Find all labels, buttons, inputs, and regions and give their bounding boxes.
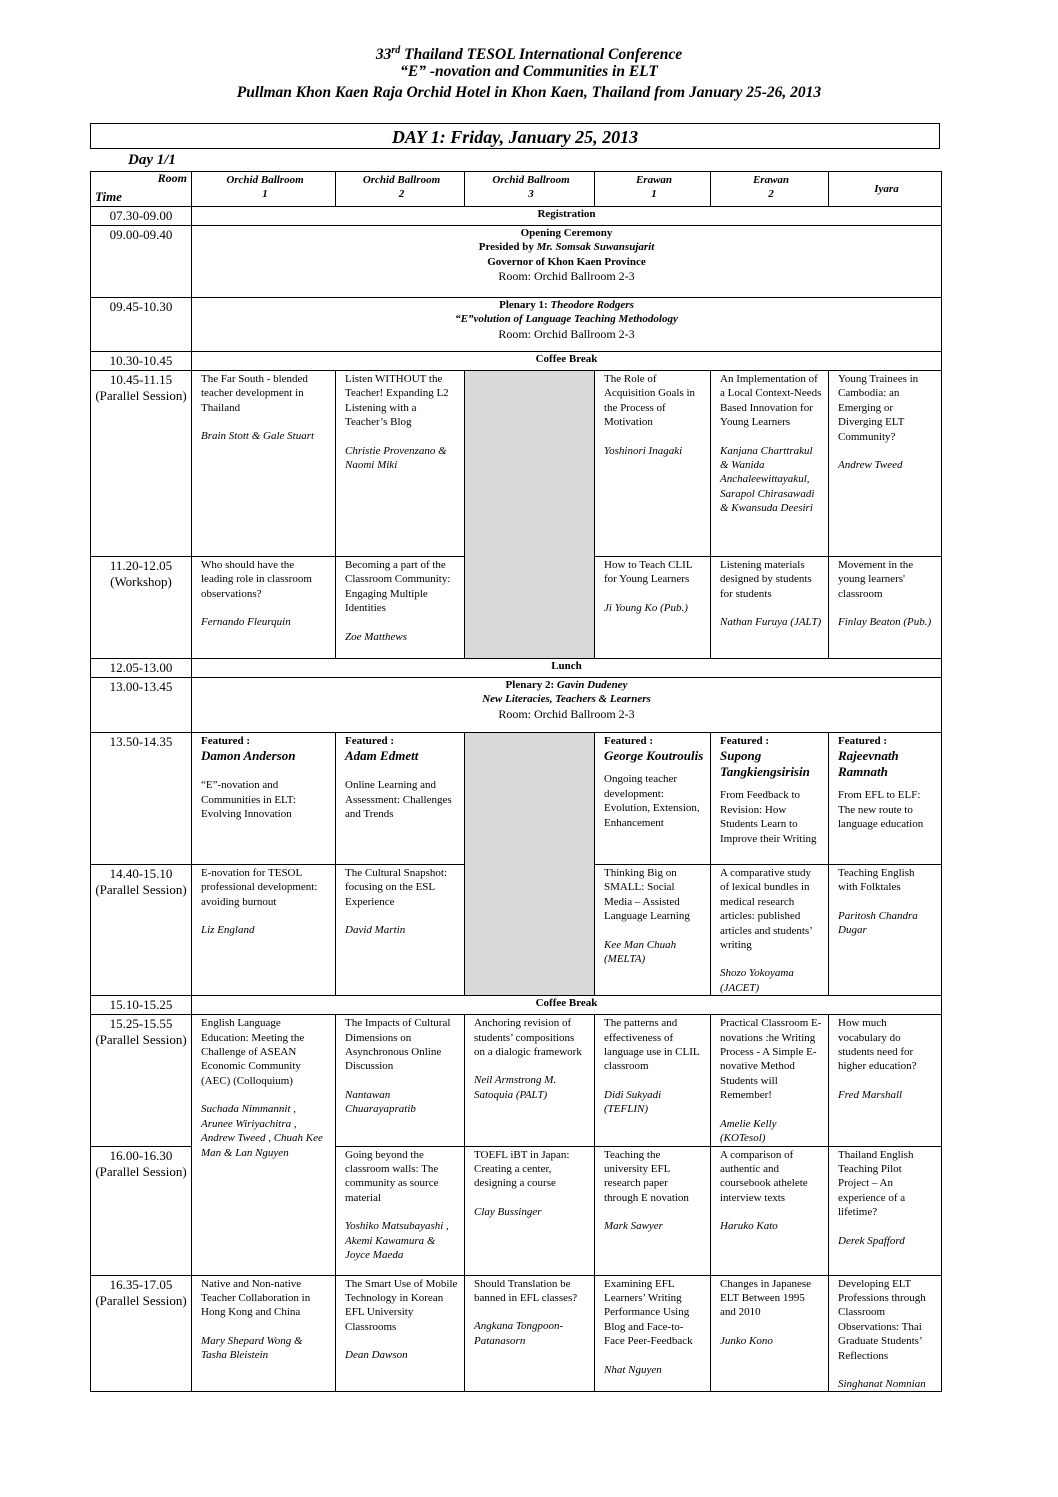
time-cell: 10.45-11.15 (Parallel Session) [91, 371, 192, 557]
time-cell: 09.45-10.30 [91, 298, 192, 352]
registration-cell: Registration [192, 207, 942, 226]
featured-row [91, 733, 942, 865]
session-cell: The Smart Use of Mobile Technology in Korean EFL University Classrooms Dean Dawson [336, 1275, 465, 1392]
time-cell: 13.50-14.35 [91, 733, 192, 865]
session-row [91, 371, 942, 557]
featured-cell: Featured : Damon Anderson “E”-novation and Communities in ELT: Evolving Innovation [192, 733, 336, 865]
session-cell: How much vocabulary do students need for higher education? Fred Marshall [829, 1015, 942, 1146]
room-header-erawan-2: Erawan 2 [711, 172, 829, 207]
session-cell: Young Trainees in Cambodia: an Emerging or Diverging ELT Community? Andrew Tweed [829, 371, 942, 557]
lunch-cell: Lunch [192, 659, 942, 678]
featured-cell: Featured : Adam Edmett Online Learning and Assessment: Challenges and Trends [336, 733, 465, 865]
session-cell: TOEFL iBT in Japan: Creating a center, designing a course Clay Bussinger [465, 1146, 595, 1275]
time-cell: 16.35-17.05 (Parallel Session) [91, 1275, 192, 1392]
unused-room-cell [465, 371, 595, 659]
time-cell: 11.20-12.05 (Workshop) [91, 557, 192, 659]
time-cell: 15.25-15.55 (Parallel Session) [91, 1015, 192, 1146]
plenary-1-cell: Plenary 1: Theodore Rodgers “E”volution of Language Teaching Methodology Room: Orchid Ballroom 2-3 [192, 298, 942, 352]
session-cell: An Implementation of a Local Context-Needs Based Innovation for Young Learners Kanjana Charttrakul & Wanida Anchaleewittayakul, Sarapol Chirasawadi & Kwansuda Deesiri [711, 371, 829, 557]
room-header-iyara: Iyara [829, 172, 942, 207]
session-cell: Changes in Japanese ELT Between 1995 and 2010 Junko Kono [711, 1275, 829, 1392]
room-header-orchid-1: Orchid Ballroom 1 [192, 172, 336, 207]
table-row [91, 678, 942, 733]
session-cell: A comparative study of lexical bundles in medical research articles: published articles and students’ writing Shozo Yokoyama (JACET) [711, 865, 829, 996]
session-cell: Who should have the leading role in classroom observations? Fernando Fleurquin [192, 557, 336, 659]
schedule-table [90, 171, 942, 1392]
table-row [91, 298, 942, 352]
room-header-orchid-2: Orchid Ballroom 2 [336, 172, 465, 207]
session-cell: The Role of Acquisition Goals in the Process of Motivation Yoshinori Inagaki [595, 371, 711, 557]
header-row [91, 172, 942, 207]
session-cell: Movement in the young learners' classroom Finlay Beaton (Pub.) [829, 557, 942, 659]
session-cell: The Far South - blended teacher development in Thailand Brain Stott & Gale Stuart [192, 371, 336, 557]
coffee-break-cell: Coffee Break [192, 996, 942, 1015]
session-cell: Practical Classroom E-novations :he Writing Process - A Simple E-novative Method Students will Remember! Amelie Kelly (KOTesol) [711, 1015, 829, 1146]
session-cell: Examining EFL Learners’ Writing Performance Using Blog and Face-to-Face Peer-Feedback Nhat Nguyen [595, 1275, 711, 1392]
room-label: Room [157, 171, 187, 185]
session-cell: Listen WITHOUT the Teacher! Expanding L2 Listening with a Teacher’s Blog Christie Provenzano & Naomi Miki [336, 371, 465, 557]
room-header-erawan-1: Erawan 1 [595, 172, 711, 207]
table-row [91, 659, 942, 678]
session-cell: The Cultural Snapshot: focusing on the ESL Experience David Martin [336, 865, 465, 996]
session-cell: Listening materials designed by students for students Nathan Furuya (JALT) [711, 557, 829, 659]
session-cell: How to Teach CLIL for Young Learners Ji Young Ko (Pub.) [595, 557, 711, 659]
session-cell: The patterns and effectiveness of language use in CLIL classroom Didi Sukyadi (TEFLIN) [595, 1015, 711, 1146]
time-cell: 13.00-13.45 [91, 678, 192, 733]
session-cell: Native and Non-native Teacher Collaboration in Hong Kong and China Mary Shepard Wong & Tasha Bleistein [192, 1275, 336, 1392]
session-cell: Going beyond the classroom walls: The community as source material Yoshiko Matsubayashi , Akemi Kawamura & Joyce Maeda [336, 1146, 465, 1275]
colloquium-cell: English Language Education: Meeting the Challenge of ASEAN Economic Community (AEC) (Colloquium) Suchada Nimmannit , Arunee Wiriyachitra , Andrew Tweed , Chuah Kee Man & Lan Nguyen [192, 1015, 336, 1275]
time-cell: 10.30-10.45 [91, 352, 192, 371]
opening-ceremony-cell: Opening Ceremony Presided by Mr. Somsak Suwansujarit Governor of Khon Kaen Province Room: Orchid Ballroom 2-3 [192, 226, 942, 298]
session-cell: The Impacts of Cultural Dimensions on Asynchronous Online Discussion Nantawan Chuarayapratib [336, 1015, 465, 1146]
session-row [91, 1015, 942, 1146]
time-cell: 14.40-15.10 (Parallel Session) [91, 865, 192, 996]
table-row [91, 207, 942, 226]
session-cell: Teaching the university EFL research paper through E novation Mark Sawyer [595, 1146, 711, 1275]
session-cell: Should Translation be banned in EFL classes? Angkana Tongpoon-Patanasorn [465, 1275, 595, 1392]
time-cell: 16.00-16.30 (Parallel Session) [91, 1146, 192, 1275]
plenary-2-cell: Plenary 2: Gavin Dudeney New Literacies, Teachers & Learners Room: Orchid Ballroom 2-3 [192, 678, 942, 733]
day-title: DAY 1: Friday, January 25, 2013 [90, 123, 940, 149]
time-cell: 15.10-15.25 [91, 996, 192, 1015]
session-cell: Thinking Big on SMALL: Social Media – Assisted Language Learning Kee Man Chuah (MELTA) [595, 865, 711, 996]
conference-theme: “E” -novation and Communities in ELT [400, 63, 658, 80]
featured-cell: Featured : George Koutroulis Ongoing teacher development: Evolution, Extension, Enhancement [595, 733, 711, 865]
session-cell: Thailand English Teaching Pilot Project – An experience of a lifetime? Derek Spafford [829, 1146, 942, 1275]
session-cell: Anchoring revision of students’ compositions on a dialogic framework Neil Armstrong M. Satoquia (PALT) [465, 1015, 595, 1146]
session-cell: Teaching English with Folktales Paritosh Chandra Dugar [829, 865, 942, 996]
table-row [91, 226, 942, 298]
session-cell: A comparison of authentic and coursebook athelete interview texts Haruko Kato [711, 1146, 829, 1275]
table-row [91, 352, 942, 371]
session-row [91, 1275, 942, 1392]
room-header-orchid-3: Orchid Ballroom 3 [465, 172, 595, 207]
featured-cell: Featured : Supong Tangkiengsirisin From Feedback to Revision: How Students Learn to Improve their Writing [711, 733, 829, 865]
table-row [91, 996, 942, 1015]
session-cell: E-novation for TESOL professional development: avoiding burnout Liz England [192, 865, 336, 996]
session-cell: Becoming a part of the Classroom Community: Engaging Multiple Identities Zoe Matthews [336, 557, 465, 659]
conference-venue: Pullman Khon Kaen Raja Orchid Hotel in Khon Kaen, Thailand from January 25-26, 2013 [236, 84, 822, 101]
featured-cell: Featured : Rajeevnath Ramnath From EFL to ELF: The new route to language education [829, 733, 942, 865]
unused-room-cell [465, 733, 595, 996]
session-cell: Developing ELT Professions through Classroom Observations: Thai Graduate Students’ Reflections Singhanat Nomnian [829, 1275, 942, 1392]
time-cell: 07.30-09.00 [91, 207, 192, 226]
time-label: Time [95, 188, 122, 204]
time-cell: 09.00-09.40 [91, 226, 192, 298]
day-subtitle: Day 1/1 [128, 152, 176, 168]
conference-title: 33rd Thailand TESOL International Conference [375, 45, 683, 64]
time-cell: 12.05-13.00 [91, 659, 192, 678]
coffee-break-cell: Coffee Break [192, 352, 942, 371]
